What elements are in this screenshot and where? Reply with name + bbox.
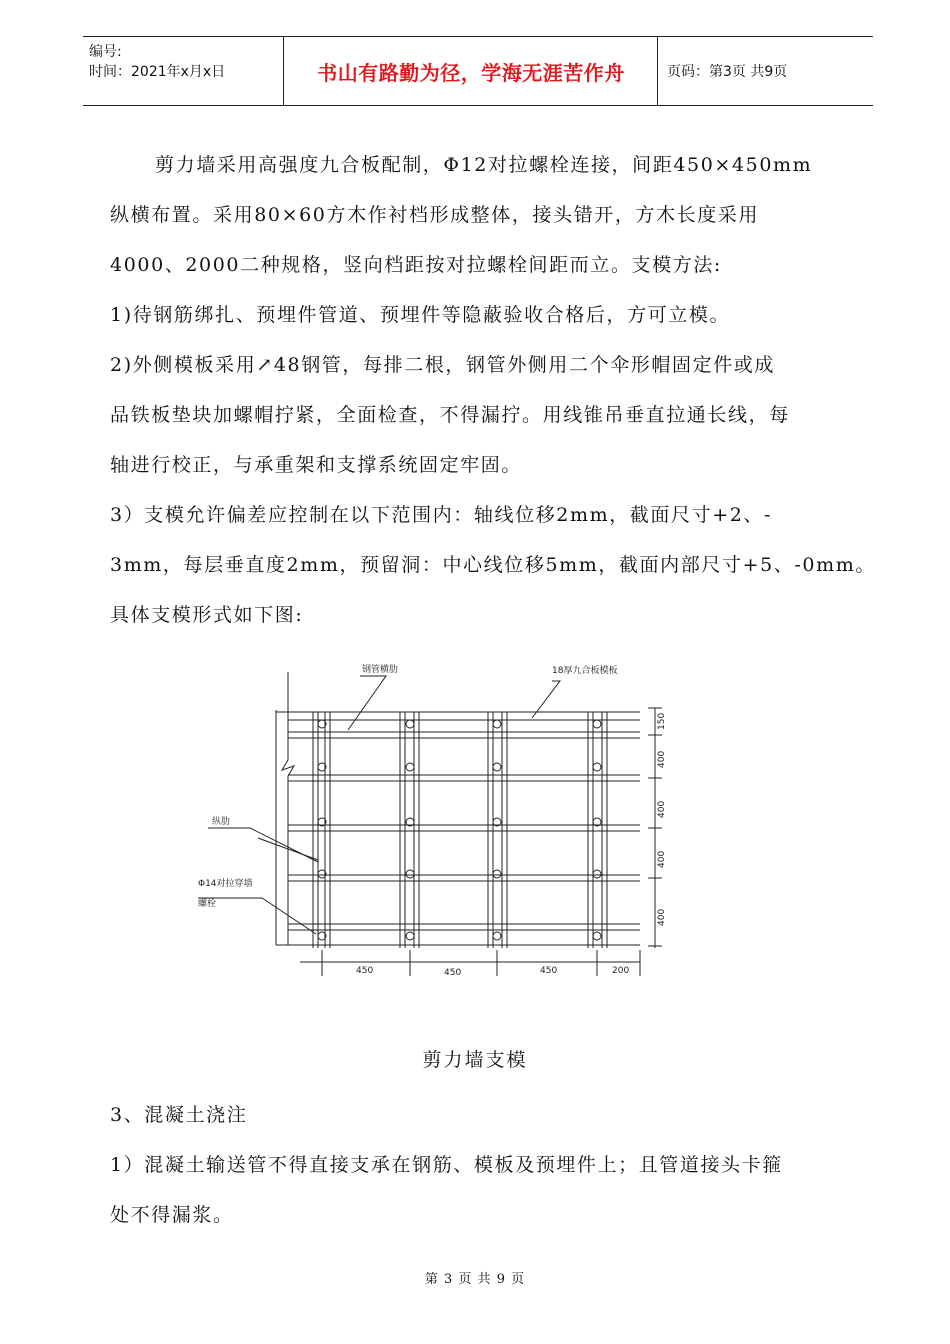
code-label: 编号: <box>89 44 122 60</box>
body-line: 剪力墙采用高强度九合板配制，Φ12对拉螺栓连接，间距450×450mm <box>155 154 813 176</box>
header-motto: 书山有路勤为径，学海无涯苦作舟 <box>317 60 625 85</box>
dim-v: 400 <box>657 750 667 768</box>
figure-caption: 剪力墙支模 <box>422 1049 528 1071</box>
dim-h: 450 <box>540 966 558 976</box>
dim-h: 200 <box>612 966 630 976</box>
section-heading: 3、混凝土浇注 <box>110 1104 248 1126</box>
body-line: 品铁板垫块加螺帽拧紧，全面检查，不得漏拧。用线锥吊垂直拉通长线，每 <box>110 404 790 426</box>
body-line: 4000、2000二种规格，竖向档距按对拉螺栓间距而立。支模方法: <box>110 254 722 276</box>
formwork-diagram <box>180 650 680 995</box>
header-divider <box>283 37 284 105</box>
body-line: 1）混凝土输送管不得直接支承在钢筋、模板及预埋件上；且管道接头卡箍 <box>110 1154 783 1176</box>
dim-v: 400 <box>657 908 667 926</box>
date-label: 时间：2021年x月x日 <box>89 64 226 80</box>
label-plywood: 18厚九合板模板 <box>552 666 618 676</box>
dim-v: 150 <box>657 712 667 730</box>
body-line: 轴进行校正，与承重架和支撑系统固定牢固。 <box>110 454 523 476</box>
body-line: 2)外侧模板采用↗48钢管，每排二根，钢管外侧用二个伞形帽固定件或成 <box>110 354 775 376</box>
page-info: 页码：第3页 共9页 <box>667 64 788 80</box>
label-bolt: Φ14对拉穿墙 <box>198 879 253 889</box>
page-header <box>83 36 873 106</box>
header-meta <box>83 37 283 105</box>
body-line: 具体支模形式如下图: <box>110 604 304 626</box>
label-bolt: 螺栓 <box>198 899 217 909</box>
dim-v: 400 <box>657 850 667 868</box>
body-line: 处不得漏浆。 <box>110 1204 234 1226</box>
body-line: 3）支模允许偏差应控制在以下范围内：轴线位移2mm，截面尺寸+2、- <box>110 504 773 526</box>
label-vertical-rib: 纵肋 <box>212 817 231 827</box>
body-line: 纵横布置。采用80×60方木作衬档形成整体，接头错开，方木长度采用 <box>110 204 760 226</box>
page-footer: 第 3 页 共 9 页 <box>424 1272 526 1287</box>
body-line: 1)待钢筋绑扎、预埋件管道、预埋件等隐蔽验收合格后，方可立模。 <box>110 304 731 326</box>
dim-h: 450 <box>444 968 462 978</box>
header-divider <box>657 37 658 105</box>
label-steel-rib: 钢管横肋 <box>362 665 399 675</box>
dim-h: 450 <box>356 966 374 976</box>
body-line: 3mm，每层垂直度2mm，预留洞：中心线位移5mm，截面内部尺寸+5、-0mm。 <box>110 554 876 576</box>
dim-v: 400 <box>657 800 667 818</box>
